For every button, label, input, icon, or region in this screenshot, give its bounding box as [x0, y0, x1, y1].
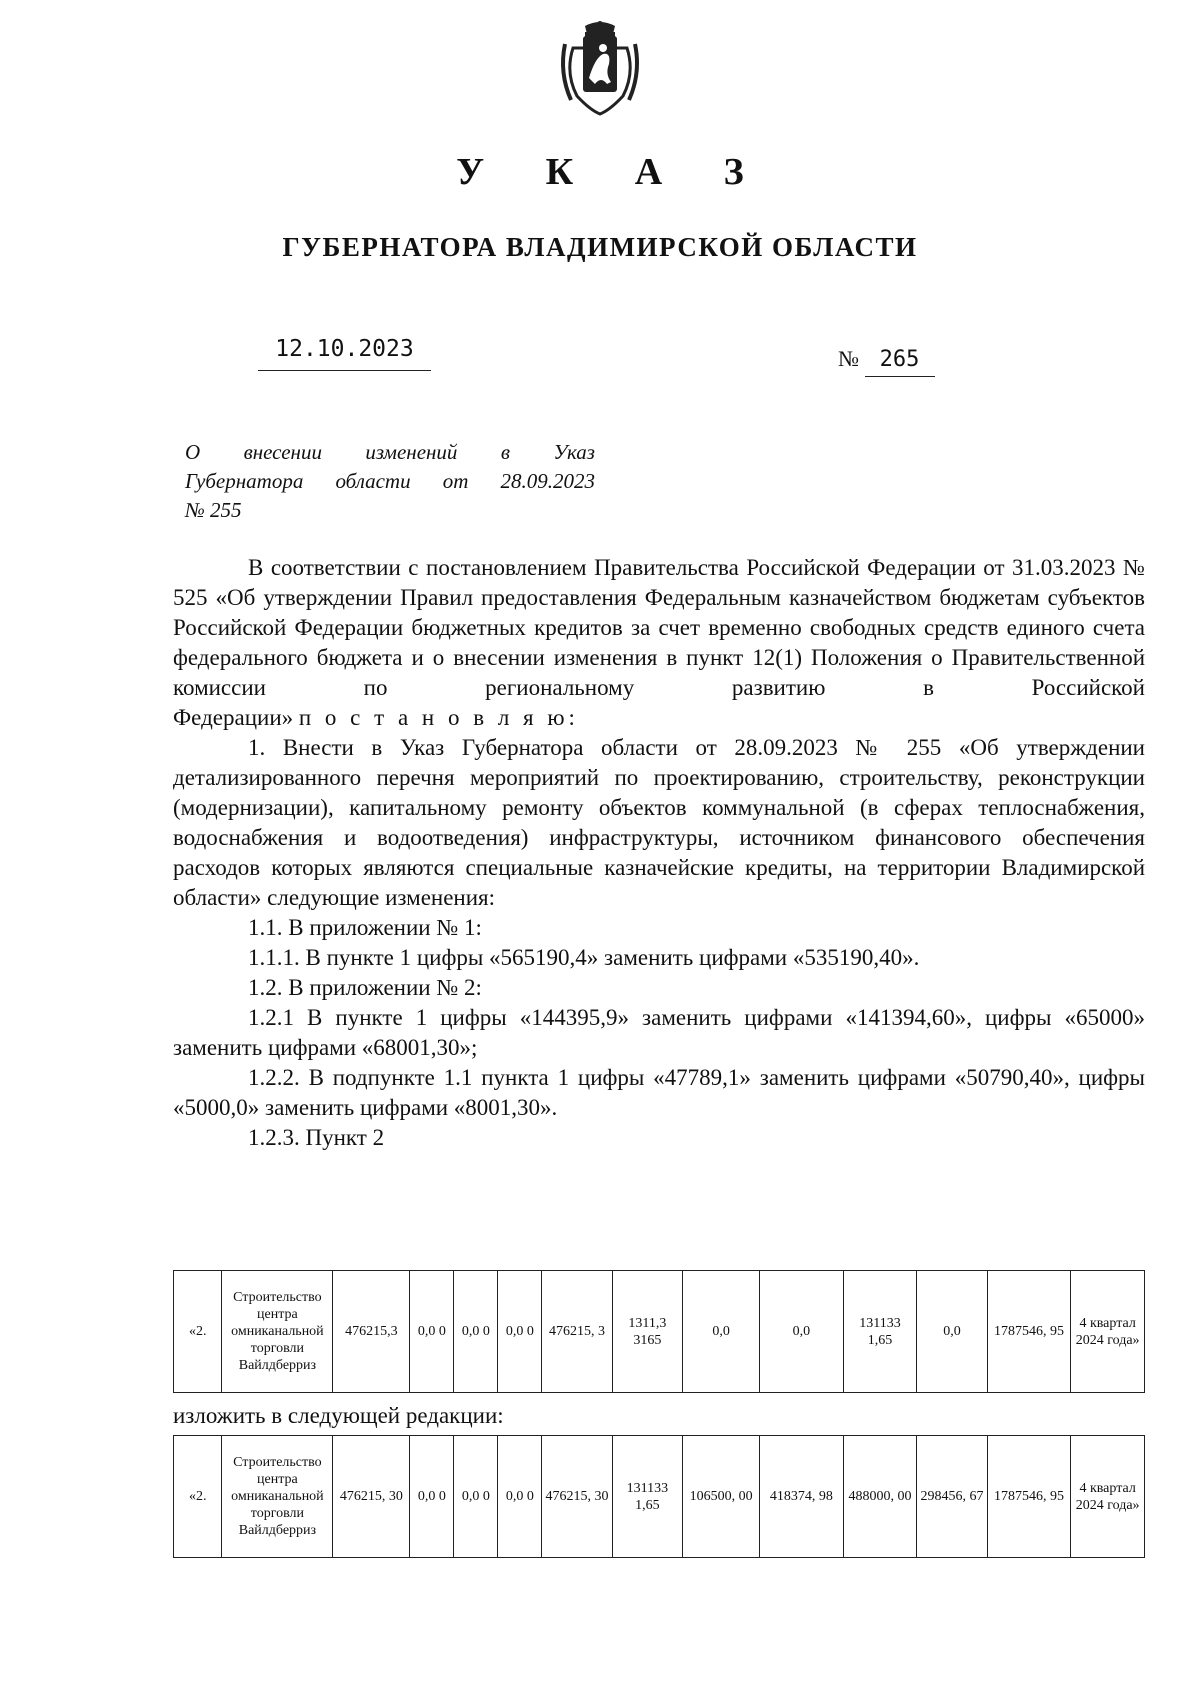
document-body	[173, 553, 1145, 1153]
table-cell: 476215, 30	[333, 1436, 410, 1558]
table-cell: 1787546, 95	[987, 1436, 1071, 1558]
table-cell: 476215, 3	[542, 1271, 612, 1393]
paragraph-1-1-1: 1.1.1. В пункте 1 цифры «565190,4» заменить цифрами «535190,40».	[248, 945, 920, 970]
table-cell: 4 квартал 2024 года»	[1071, 1271, 1145, 1393]
table-cell: 418374, 98	[760, 1436, 844, 1558]
document-subtitle: ГУБЕРНАТОРА ВЛАДИМИРСКОЙ ОБЛАСТИ	[282, 232, 918, 262]
table-cell: 0,0	[683, 1271, 760, 1393]
table-cell: «2.	[174, 1271, 222, 1393]
paragraph-1: 1. Внести в Указ Губернатора области от 28.09.2023 № 255 «Об утверждении детализированного перечня мероприятий по проектированию, строительству, реконструкции (модернизации), капитальному ремонту объектов коммунальной (в сферах теплоснабжения, водоснабжения и водоотведения) инфраструктуры, источником финансового обеспечения расходов которых являются специальные казначейские кредиты, на территории Владимирской области» следующие изменения:	[173, 735, 1145, 910]
paragraph-1-2-1: 1.2.1 В пункте 1 цифры «144395,9» заменить цифрами «141394,60», цифры «65000» заменить цифрами «68001,30»;	[173, 1005, 1145, 1060]
table-cell: 476215, 30	[542, 1436, 612, 1558]
table-cell: 0,0	[760, 1271, 844, 1393]
redaction-text: изложить в следующей редакции:	[173, 1403, 504, 1428]
preamble-end-text: Федерации»	[173, 705, 294, 730]
document-date: 12.10.2023	[258, 336, 431, 371]
new-version-table	[173, 1435, 1145, 1558]
document-number	[838, 346, 935, 377]
table-cell: 1311,3 3165	[612, 1271, 682, 1393]
table-cell: 131133 1,65	[612, 1436, 682, 1558]
paragraph-1-2-2: 1.2.2. В подпункте 1.1 пункта 1 цифры «47789,1» заменить цифрами «50790,40», цифры «5000,0» заменить цифрами «8001,30».	[173, 1065, 1145, 1120]
table-cell: 0,0 0	[498, 1271, 542, 1393]
table-cell: 0,0 0	[454, 1436, 498, 1558]
decree-word: п о с т а н о в л я ю:	[298, 705, 579, 730]
table-cell: 0,0	[917, 1271, 987, 1393]
table-cell: 4 квартал 2024 года»	[1071, 1436, 1145, 1558]
document-title: У К А З	[456, 151, 770, 193]
preamble-end	[173, 703, 1145, 733]
table-cell: Строительство центра омниканальной торговли Вайлдберриз	[222, 1271, 333, 1393]
table-row	[174, 1436, 1145, 1558]
table-cell: 298456, 67	[917, 1436, 987, 1558]
table-cell: 106500, 00	[683, 1436, 760, 1558]
table-cell: 0,0 0	[498, 1436, 542, 1558]
table-cell: 488000, 00	[843, 1436, 917, 1558]
table-cell: 0,0 0	[410, 1436, 454, 1558]
paragraph-1-2: 1.2. В приложении № 2:	[248, 975, 482, 1000]
number-value: 265	[865, 347, 935, 377]
paragraph-1-1: 1.1. В приложении № 1:	[248, 915, 482, 940]
old-version-table	[173, 1270, 1145, 1393]
subject-line: О внесении изменений в Указ	[185, 440, 595, 464]
table-cell: 476215,3	[333, 1271, 410, 1393]
preamble-paragraph: В соответствии с постановлением Правительства Российской Федерации от 31.03.2023 № 525 «Об утверждении Правил предоставления Федеральным казначейством бюджетам субъектов Российской Федерации бюджетных кредитов за счет временно свободных средств единого счета федерального бюджета и о внесении изменения в пункт 12(1) Положения о Правительственной комиссии по региональному развитию в Российской	[173, 555, 1145, 700]
table-cell: «2.	[174, 1436, 222, 1558]
number-label: №	[838, 346, 859, 371]
subject-line: Губернатора области от 28.09.2023	[185, 469, 595, 493]
table-cell: 1787546, 95	[987, 1271, 1071, 1393]
subject-line: № 255	[185, 498, 242, 522]
paragraph-1-2-3: 1.2.3. Пункт 2	[248, 1125, 385, 1150]
table-cell: 0,0 0	[410, 1271, 454, 1393]
table-cell: 0,0 0	[454, 1271, 498, 1393]
table-cell: Строительство центра омниканальной торговли Вайлдберриз	[222, 1436, 333, 1558]
table-cell: 131133 1,65	[843, 1271, 917, 1393]
table-row	[174, 1271, 1145, 1393]
document-subject	[185, 438, 595, 525]
coat-of-arms-emblem	[555, 18, 645, 118]
